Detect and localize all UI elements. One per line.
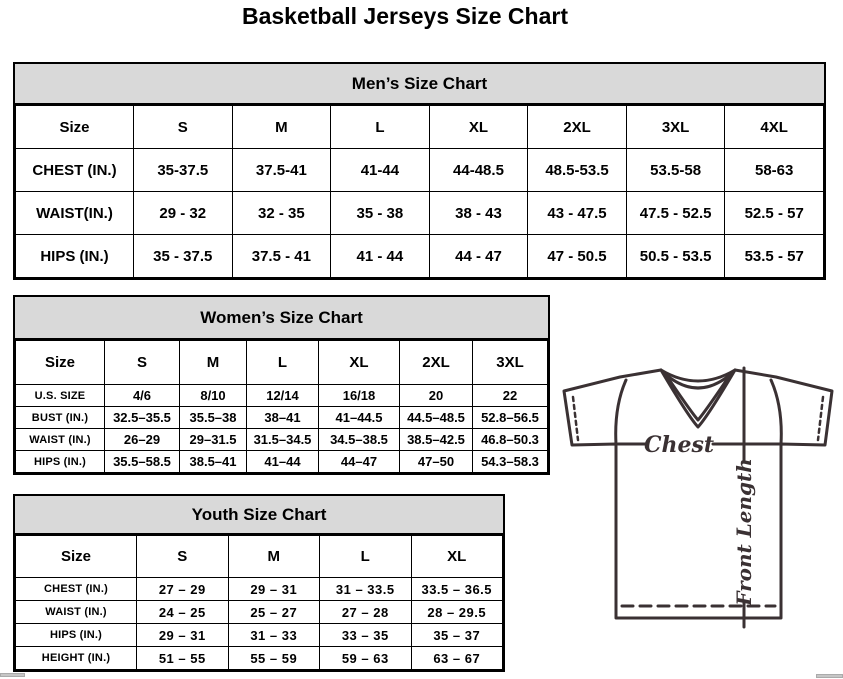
- youth-row-label: HIPS (IN.): [16, 624, 137, 647]
- youth-cell: 27 – 29: [137, 578, 229, 601]
- youth-column-header: M: [228, 536, 320, 578]
- womens-cell: 8/10: [180, 385, 247, 407]
- youth-cell: 25 – 27: [228, 601, 320, 624]
- mens-cell: 58-63: [725, 149, 824, 192]
- scrollbar-fragment-left[interactable]: [0, 673, 25, 677]
- mens-cell: 44-48.5: [429, 149, 528, 192]
- front-length-label: Front Length: [732, 458, 756, 606]
- womens-header-row: [16, 341, 548, 385]
- womens-column-header: M: [180, 341, 247, 385]
- mens-cell: 50.5 - 53.5: [626, 235, 725, 278]
- mens-column-header: 2XL: [528, 106, 627, 149]
- youth-chart-title: Youth Size Chart: [15, 496, 503, 535]
- womens-column-header: S: [105, 341, 180, 385]
- womens-data-row: [16, 429, 548, 451]
- mens-cell: 53.5-58: [626, 149, 725, 192]
- womens-data-row: [16, 451, 548, 473]
- mens-cell: 47.5 - 52.5: [626, 192, 725, 235]
- womens-size-chart: [13, 295, 550, 475]
- womens-cell: 41–44.5: [319, 407, 400, 429]
- jersey-diagram-svg: [560, 362, 840, 647]
- jersey-outline: [564, 370, 832, 618]
- youth-cell: 31 – 33: [228, 624, 320, 647]
- mens-cell: 48.5-53.5: [528, 149, 627, 192]
- page-title: Basketball Jerseys Size Chart: [241, 3, 568, 29]
- womens-cell: 38–41: [247, 407, 319, 429]
- womens-cell: 16/18: [319, 385, 400, 407]
- youth-row-label: WAIST (IN.): [16, 601, 137, 624]
- mens-column-header: M: [232, 106, 331, 149]
- womens-cell: 44–47: [319, 451, 400, 473]
- youth-column-header: L: [320, 536, 412, 578]
- mens-row-label: WAIST(IN.): [16, 192, 134, 235]
- womens-row-label: BUST (IN.): [16, 407, 105, 429]
- mens-cell: 38 - 43: [429, 192, 528, 235]
- womens-cell: 32.5–35.5: [105, 407, 180, 429]
- mens-cell: 37.5-41: [232, 149, 331, 192]
- mens-data-row: [16, 235, 824, 278]
- chest-label: Chest: [643, 432, 715, 458]
- youth-data-row: [16, 578, 503, 601]
- youth-table: [15, 535, 503, 670]
- youth-cell: 27 – 28: [320, 601, 412, 624]
- womens-cell: 31.5–34.5: [247, 429, 319, 451]
- mens-table: [15, 105, 824, 278]
- mens-cell: 44 - 47: [429, 235, 528, 278]
- womens-cell: 47–50: [400, 451, 473, 473]
- mens-column-header: Size: [16, 106, 134, 149]
- mens-data-row: [16, 192, 824, 235]
- mens-cell: 43 - 47.5: [528, 192, 627, 235]
- mens-cell: 47 - 50.5: [528, 235, 627, 278]
- youth-column-header: Size: [16, 536, 137, 578]
- youth-data-row: [16, 647, 503, 670]
- womens-cell: 35.5–38: [180, 407, 247, 429]
- youth-header-row: [16, 536, 503, 578]
- mens-size-chart: [13, 62, 826, 280]
- womens-cell: 29–31.5: [180, 429, 247, 451]
- jersey-right-sleeve-seam: [771, 380, 781, 444]
- mens-cell: 41 - 44: [331, 235, 430, 278]
- mens-cell: 41-44: [331, 149, 430, 192]
- jersey-measurement-diagram: [560, 362, 840, 647]
- womens-column-header: Size: [16, 341, 105, 385]
- womens-cell: 46.8–50.3: [473, 429, 548, 451]
- womens-cell: 44.5–48.5: [400, 407, 473, 429]
- mens-chart-title: Men’s Size Chart: [15, 64, 824, 105]
- womens-cell: 22: [473, 385, 548, 407]
- womens-cell: 12/14: [247, 385, 319, 407]
- mens-column-header: L: [331, 106, 430, 149]
- jersey-right-cuff-dashed-line: [818, 397, 823, 440]
- jersey-left-sleeve-seam: [616, 380, 626, 444]
- womens-cell: 4/6: [105, 385, 180, 407]
- youth-size-chart: [13, 494, 505, 672]
- youth-cell: 33 – 35: [320, 624, 412, 647]
- mens-header-row: [16, 106, 824, 149]
- mens-cell: 29 - 32: [134, 192, 233, 235]
- youth-cell: 63 – 67: [411, 647, 503, 670]
- youth-cell: 31 – 33.5: [320, 578, 412, 601]
- womens-cell: 34.5–38.5: [319, 429, 400, 451]
- womens-column-header: 2XL: [400, 341, 473, 385]
- mens-column-header: XL: [429, 106, 528, 149]
- youth-cell: 29 – 31: [137, 624, 229, 647]
- mens-cell: 53.5 - 57: [725, 235, 824, 278]
- womens-cell: 38.5–41: [180, 451, 247, 473]
- mens-column-header: 3XL: [626, 106, 725, 149]
- youth-cell: 35 – 37: [411, 624, 503, 647]
- youth-data-row: [16, 624, 503, 647]
- youth-row-label: HEIGHT (IN.): [16, 647, 137, 670]
- mens-data-row: [16, 149, 824, 192]
- womens-cell: 38.5–42.5: [400, 429, 473, 451]
- womens-data-row: [16, 385, 548, 407]
- womens-column-header: 3XL: [473, 341, 548, 385]
- womens-cell: 52.8–56.5: [473, 407, 548, 429]
- youth-cell: 29 – 31: [228, 578, 320, 601]
- youth-data-row: [16, 601, 503, 624]
- womens-table: [15, 340, 548, 473]
- mens-column-header: S: [134, 106, 233, 149]
- mens-cell: 37.5 - 41: [232, 235, 331, 278]
- mens-cell: 52.5 - 57: [725, 192, 824, 235]
- womens-row-label: HIPS (IN.): [16, 451, 105, 473]
- scrollbar-fragment-right[interactable]: [816, 674, 843, 678]
- mens-cell: 35 - 37.5: [134, 235, 233, 278]
- youth-cell: 59 – 63: [320, 647, 412, 670]
- youth-cell: 55 – 59: [228, 647, 320, 670]
- youth-cell: 24 – 25: [137, 601, 229, 624]
- womens-cell: 41–44: [247, 451, 319, 473]
- youth-cell: 51 – 55: [137, 647, 229, 670]
- womens-cell: 20: [400, 385, 473, 407]
- womens-column-header: L: [247, 341, 319, 385]
- jersey-left-cuff-dashed-line: [573, 397, 578, 440]
- womens-data-row: [16, 407, 548, 429]
- womens-cell: 35.5–58.5: [105, 451, 180, 473]
- mens-cell: 32 - 35: [232, 192, 331, 235]
- womens-column-header: XL: [319, 341, 400, 385]
- mens-column-header: 4XL: [725, 106, 824, 149]
- womens-row-label: WAIST (IN.): [16, 429, 105, 451]
- mens-row-label: CHEST (IN.): [16, 149, 134, 192]
- youth-cell: 28 – 29.5: [411, 601, 503, 624]
- womens-row-label: U.S. SIZE: [16, 385, 105, 407]
- mens-cell: 35-37.5: [134, 149, 233, 192]
- youth-row-label: CHEST (IN.): [16, 578, 137, 601]
- mens-cell: 35 - 38: [331, 192, 430, 235]
- youth-column-header: S: [137, 536, 229, 578]
- womens-chart-title: Women’s Size Chart: [15, 297, 548, 340]
- youth-cell: 33.5 – 36.5: [411, 578, 503, 601]
- mens-row-label: HIPS (IN.): [16, 235, 134, 278]
- womens-cell: 54.3–58.3: [473, 451, 548, 473]
- womens-cell: 26–29: [105, 429, 180, 451]
- youth-column-header: XL: [411, 536, 503, 578]
